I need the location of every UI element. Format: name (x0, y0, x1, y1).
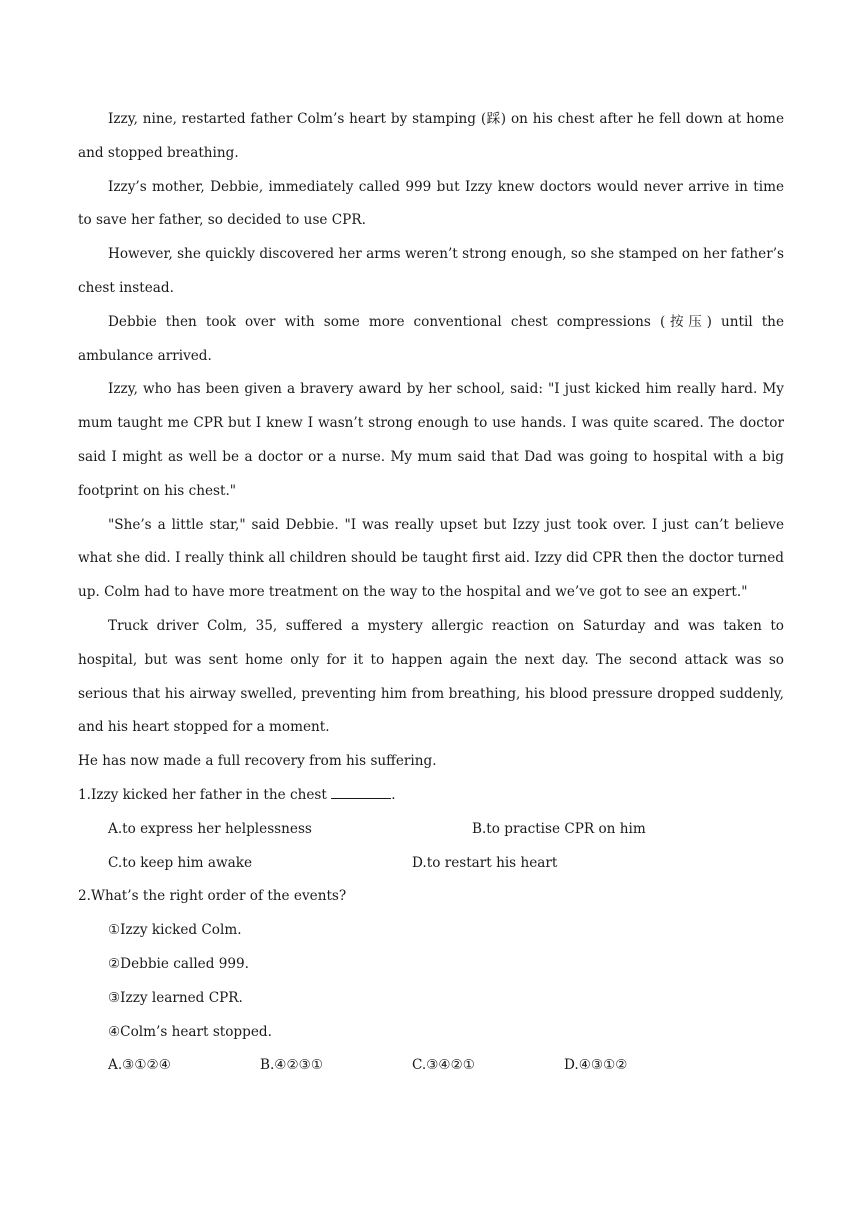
question-2-option-b[interactable]: B.④②③① (260, 1057, 324, 1074)
question-2-event-2: ②Debbie called 999. (108, 955, 249, 972)
passage-paragraph-3: However, she quickly discovered her arms weren’t strong enough, so she stamped on her father’s chest instead. (78, 246, 784, 296)
question-1-stem-end: . (391, 786, 396, 803)
question-2-stem: 2.What’s the right order of the events? (78, 888, 347, 905)
question-1-stem-text: 1.Izzy kicked her father in the chest (78, 786, 332, 803)
question-1-options-row-1 (78, 813, 784, 847)
passage-paragraph-6: "She’s a little star," said Debbie. "I was really upset but Izzy just took over. I just can’t believe what she did. I really think all children should be taught first aid. Izzy did CPR then the doctor turned up. Colm had to have more treatment on the way to the hospital and we’ve got to see an expert." (78, 516, 784, 601)
question-1-option-d[interactable]: D.to restart his heart (412, 854, 558, 871)
passage-paragraph-2: Izzy’s mother, Debbie, immediately called 999 but Izzy knew doctors would never arrive in time to save her father, so decided to use CPR. (78, 178, 784, 229)
passage-paragraph-1: Izzy, nine, restarted father Colm’s heart by stamping (踩) on his chest after he fell down at home and stopped breathing. (78, 111, 784, 161)
question-1-stem (78, 779, 784, 813)
question-2-event-3: ③Izzy learned CPR. (108, 989, 243, 1006)
question-2-options-row (78, 1049, 784, 1083)
question-1-option-b[interactable]: B.to practise CPR on him (472, 820, 646, 837)
passage-paragraph-7: Truck driver Colm, 35, suffered a mystery allergic reaction on Saturday and was taken to hospital, but was sent home only for it to happen again the next day. The second attack was so serious that his airway swelled, preventing him from breathing, his blood pressure dropped suddenly, and his heart stopped for a moment. (78, 617, 784, 736)
question-2-event-1: ①Izzy kicked Colm. (108, 922, 242, 939)
question-2-option-c[interactable]: C.③④②① (412, 1057, 475, 1074)
document-content (78, 103, 784, 1083)
passage-closing-line: He has now made a full recovery from his suffering. (78, 753, 437, 770)
question-2-option-d[interactable]: D.④③①② (564, 1057, 628, 1074)
passage-paragraph-5: Izzy, who has been given a bravery award by her school, said: "I just kicked him really hard. My mum taught me CPR but I knew I wasn’t strong enough to use hands. I was quite scared. The doctor said I might as well be a doctor or a nurse. My mum said that Dad was going to hospital with a big footprint on his chest." (78, 381, 784, 499)
passage-paragraph-4: Debbie then took over with some more conventional chest compressions (按压) until the ambulance arrived. (78, 313, 784, 364)
question-2-option-a[interactable]: A.③①②④ (108, 1057, 171, 1074)
question-1-option-c[interactable]: C.to keep him awake (108, 854, 252, 871)
question-1-options-row-2 (78, 847, 784, 881)
question-2-event-4: ④Colm’s heart stopped. (108, 1023, 272, 1040)
answer-blank (331, 784, 391, 799)
question-1-option-a[interactable]: A.to express her helplessness (108, 820, 312, 837)
